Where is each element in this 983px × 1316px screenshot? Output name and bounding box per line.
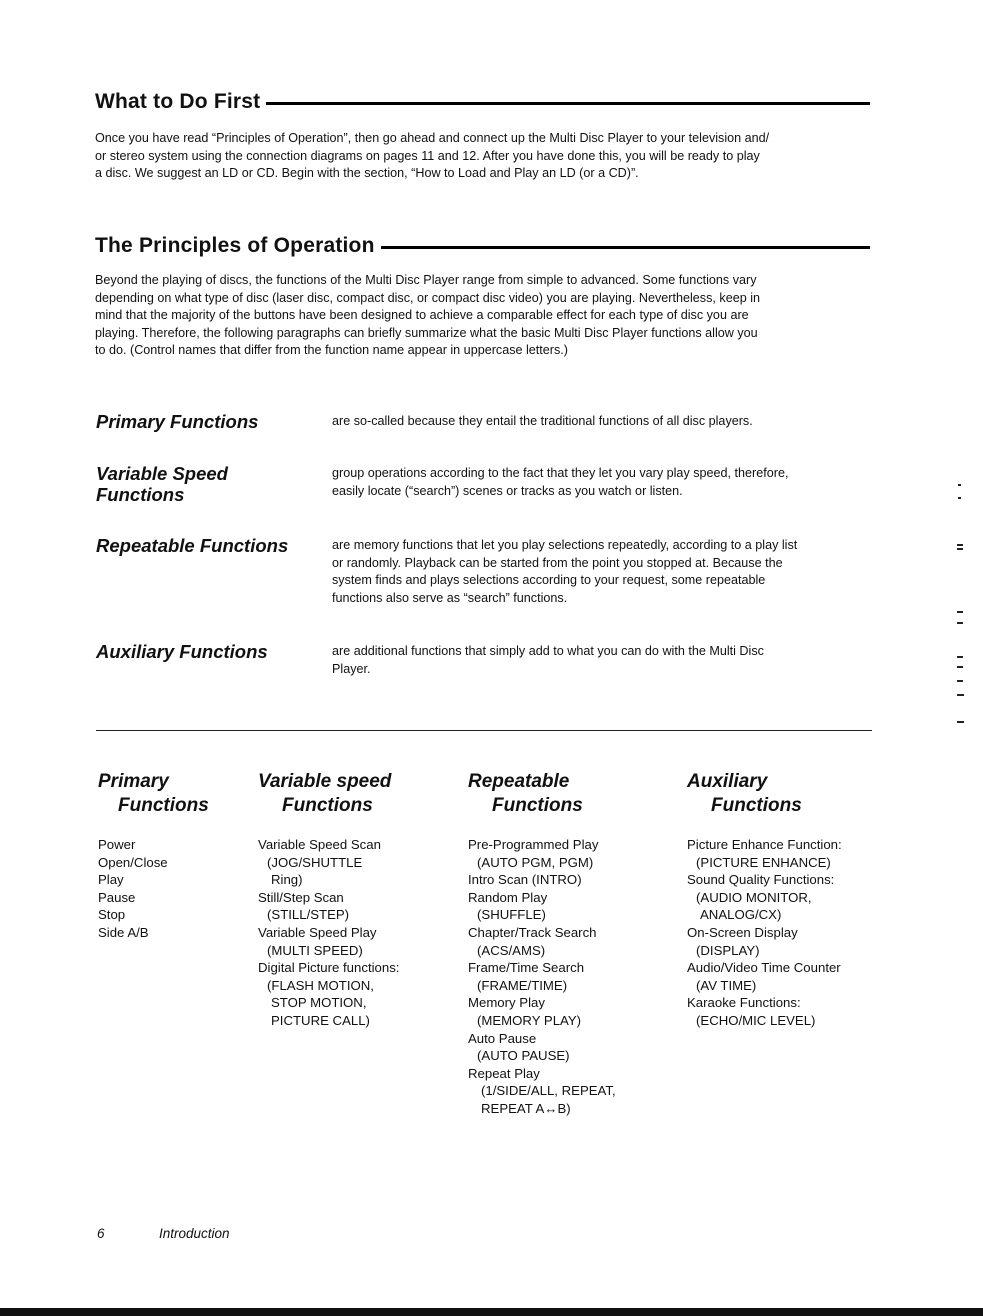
list-item: Sound Quality Functions: [687, 872, 835, 888]
list-item: (MEMORY PLAY) [477, 1012, 582, 1028]
column-heading: Auxiliary [687, 771, 768, 792]
text-line: a disc. We suggest an LD or CD. Begin with the section, “How to Load and Play an LD (or a CD)”. [95, 166, 639, 181]
list-item: Variable Speed Scan [258, 837, 381, 852]
list-item: (SHUFFLE) [477, 907, 546, 923]
column-heading: Functions [282, 795, 373, 816]
text-line: Once you have read “Principles of Operation”, then go ahead and connect up the Multi Disc Player to your television and/ [95, 131, 770, 145]
scan-mark [957, 656, 963, 658]
column-heading: Functions [118, 795, 209, 816]
function-term: Primary Functions [96, 411, 259, 432]
list-item: Side A/B [98, 924, 149, 940]
function-list [468, 836, 616, 1118]
list-item: (JOG/SHUTTLE [267, 854, 363, 870]
text-line: easily locate (“search”) scenes or tracks as you watch or listen. [332, 483, 683, 498]
text-line: Beyond the playing of discs, the functions of the Multi Disc Player range from simple to advanced. Some functions vary [95, 273, 757, 287]
text-line: or stereo system using the connection diagrams on pages 11 and 12. After you have done this, you will be ready to play [95, 148, 760, 163]
list-item: (AUTO PGM, PGM) [477, 854, 594, 870]
scan-mark [957, 694, 964, 696]
list-item: Stop [98, 907, 126, 923]
text-line: are additional functions that simply add to what you can do with the Multi Disc [332, 644, 764, 658]
column-heading: Functions [711, 795, 802, 816]
text-line: to do. (Control names that differ from the function name appear in uppercase letters.) [95, 343, 568, 358]
list-item: Open/Close [98, 854, 168, 870]
text-line: group operations according to the fact that they let you vary play speed, therefore, [332, 466, 789, 480]
list-item: Random Play [468, 889, 548, 905]
text-line: or randomly. Playback can be started from the point you stopped at. Because the [332, 555, 783, 570]
scan-mark [957, 544, 963, 546]
column-auxiliary-functions [687, 770, 842, 1030]
scan-mark [957, 666, 963, 668]
principles-paragraph [95, 272, 875, 360]
list-item: (FLASH MOTION, [267, 977, 374, 993]
list-item: Auto Pause [468, 1030, 537, 1046]
section-title: What to Do First [95, 90, 261, 113]
list-item: Ring) [271, 872, 303, 888]
list-item: Pre-Programmed Play [468, 837, 599, 852]
function-term: Auxiliary Functions [96, 641, 268, 662]
list-item: (PICTURE ENHANCE) [696, 854, 831, 870]
list-item: Play [98, 872, 124, 888]
list-item: Digital Picture functions: [258, 960, 400, 976]
list-item: PICTURE CALL) [271, 1012, 370, 1028]
list-item: (AUDIO MONITOR, [696, 889, 812, 905]
list-item: (1/SIDE/ALL, REPEAT, [481, 1083, 616, 1099]
scan-mark [958, 497, 961, 499]
text-line: functions also serve as “search” functions. [332, 590, 568, 605]
function-list [687, 836, 842, 1030]
list-item: (MULTI SPEED) [267, 942, 363, 958]
text-line: Player. [332, 661, 371, 676]
text-line: depending on what type of disc (laser disc, compact disc, or compact disc video) you are playing. Nevertheless, keep in [95, 290, 761, 305]
list-item: (AUTO PAUSE) [477, 1048, 570, 1064]
list-item: Memory Play [468, 995, 545, 1011]
list-item: Chapter/Track Search [468, 924, 597, 940]
list-item: REPEAT A↔B) [481, 1100, 571, 1116]
list-item: (ACS/AMS) [477, 942, 546, 958]
text-line: mind that the majority of the buttons have been designed to achieve a comparable effect for each type of disc you are [95, 308, 749, 323]
column-primary-functions [98, 770, 209, 942]
list-item: STOP MOTION, [271, 995, 367, 1011]
list-item: Variable Speed Play [258, 924, 377, 940]
function-term: Variable Speed Functions [96, 463, 228, 505]
text-line: system finds and plays selections according to your request, some repeatable [332, 573, 766, 588]
list-item: (AV TIME) [696, 977, 757, 993]
scan-mark [957, 622, 963, 624]
column-variable-speed-functions [258, 770, 399, 1030]
list-item: (DISPLAY) [696, 942, 760, 958]
list-item: Pause [98, 889, 136, 905]
list-item: (FRAME/TIME) [477, 977, 568, 993]
list-item: Still/Step Scan [258, 889, 344, 905]
list-item: Repeat Play [468, 1065, 540, 1081]
intro-paragraph [95, 130, 875, 183]
list-item: ANALOG/CX) [700, 907, 782, 923]
section-title: The Principles of Operation [95, 234, 375, 257]
function-list [98, 836, 209, 942]
list-item: Picture Enhance Function: [687, 837, 842, 852]
scan-mark [957, 611, 963, 613]
column-heading: Repeatable [468, 771, 570, 792]
list-item: (STILL/STEP) [267, 907, 350, 923]
heading-rule [381, 246, 870, 249]
text-line: are memory functions that let you play selections repeatedly, according to a play list [332, 538, 798, 552]
scan-mark [958, 484, 961, 486]
scan-mark [957, 548, 963, 550]
function-description [332, 643, 872, 678]
page-number: 6 [97, 1226, 105, 1241]
footer-section-name: Introduction [159, 1226, 230, 1241]
section-heading-principles [95, 234, 870, 258]
list-item: Intro Scan (INTRO) [468, 872, 582, 888]
column-repeatable-functions [468, 770, 616, 1118]
column-heading: Primary [98, 771, 169, 792]
list-item: (ECHO/MIC LEVEL) [696, 1012, 816, 1028]
function-list [258, 836, 399, 1030]
section-divider [96, 730, 872, 731]
list-item: Audio/Video Time Counter [687, 960, 841, 976]
scan-mark [957, 680, 963, 682]
scan-bottom-edge [0, 1308, 983, 1316]
list-item: Karaoke Functions: [687, 995, 801, 1011]
list-item: On-Screen Display [687, 924, 798, 940]
section-heading-what-to-do-first [95, 90, 870, 114]
function-description [332, 413, 872, 431]
list-item: Power [98, 837, 136, 852]
function-term: Repeatable Functions [96, 535, 289, 556]
list-item: Frame/Time Search [468, 960, 585, 976]
text-line: are so-called because they entail the traditional functions of all disc players. [332, 414, 753, 428]
scan-mark [957, 721, 964, 723]
column-heading: Functions [492, 795, 583, 816]
column-heading: Variable speed [258, 771, 392, 792]
text-line: playing. Therefore, the following paragraphs can briefly summarize what the basic Multi Disc Player functions allow you [95, 325, 758, 340]
heading-rule [266, 102, 870, 105]
function-description [332, 465, 872, 500]
function-description [332, 537, 872, 607]
